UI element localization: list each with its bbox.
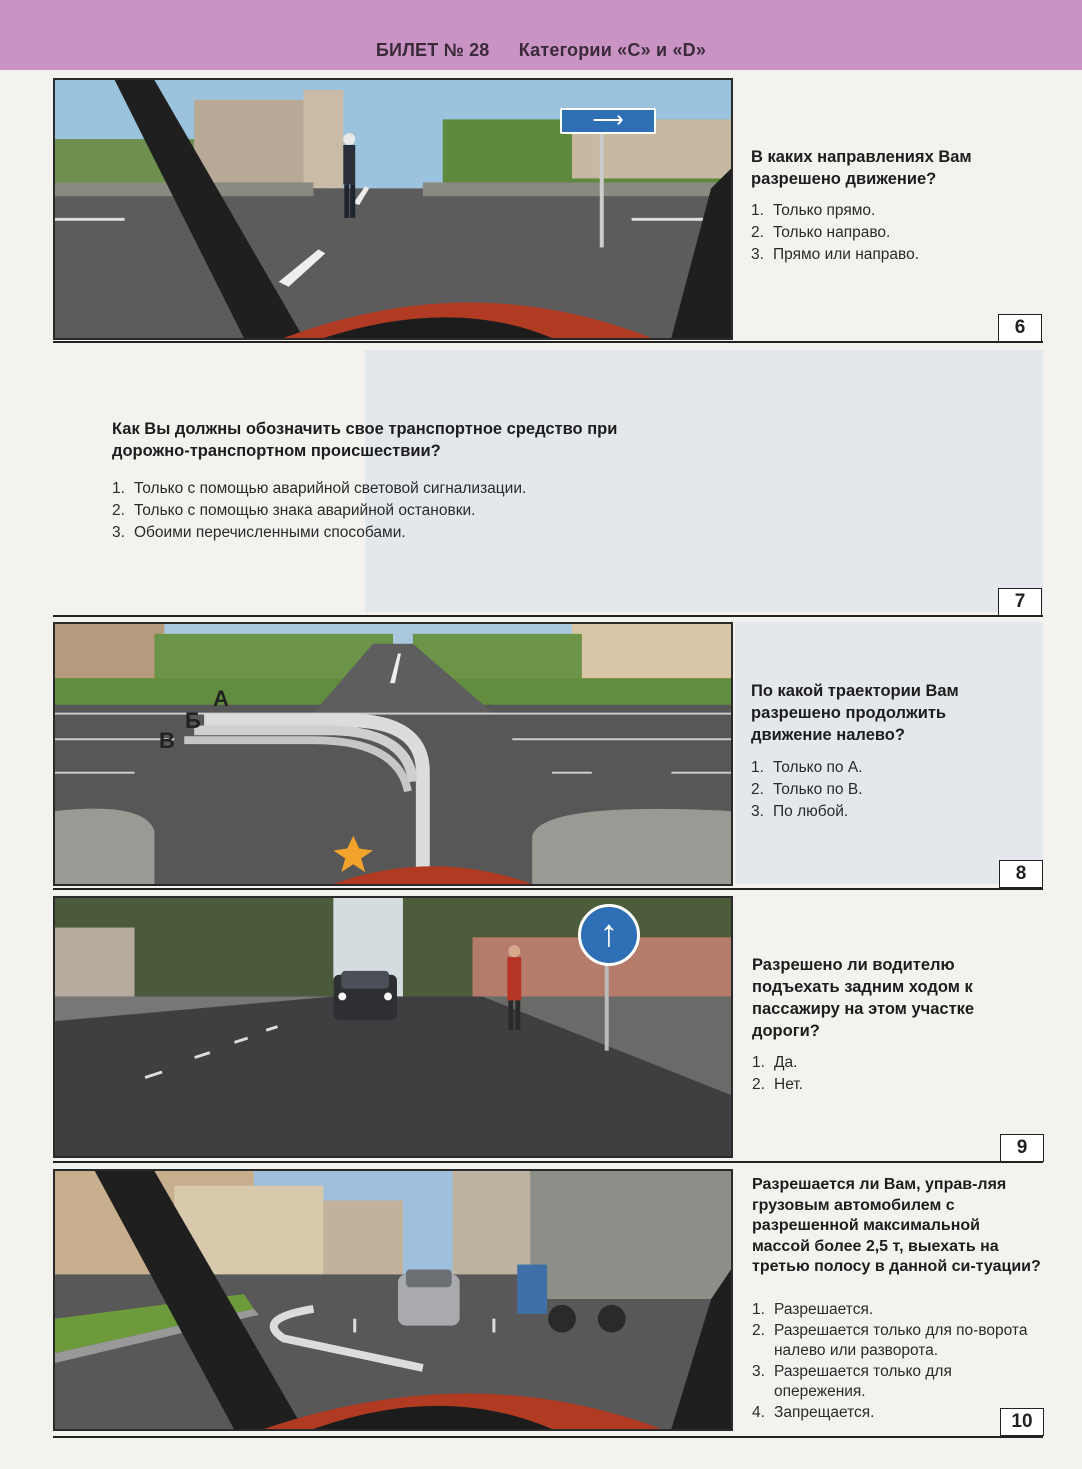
- divider: [53, 1161, 1043, 1163]
- answer-option[interactable]: 1. Только с помощью аварийной световой сигнализации.: [112, 480, 527, 497]
- answer-option[interactable]: 3. Обоими перечисленными способами.: [112, 524, 406, 541]
- question-6-number: 6: [998, 314, 1042, 342]
- answer-option[interactable]: 2. Нет.: [752, 1076, 803, 1093]
- question-7-text: Как Вы должны обозначить свое транспортное средство при дорожно-транспортном происшествии?: [112, 420, 618, 460]
- question-6-image: [53, 78, 733, 340]
- answer-option[interactable]: 3. По любой.: [751, 803, 849, 820]
- answer-option[interactable]: 4. Запрещается.: [752, 1403, 875, 1421]
- page-title: [0, 40, 1082, 61]
- trajectory-label-v: В: [159, 728, 175, 753]
- question-10-answers: [752, 1300, 1042, 1423]
- answer-option[interactable]: 2. Только с помощью знака аварийной остановки.: [112, 502, 476, 519]
- question-10-text: Разрешается ли Вам, управ-ляя грузовым автомобилем с разрешенной максимальной массой более 2,5 т, выехать на третью полосу в данной си-туации?: [752, 1176, 1041, 1275]
- divider: [53, 888, 1043, 890]
- divider: [53, 1436, 1043, 1438]
- answer-option[interactable]: 1. Только по А.: [751, 759, 863, 776]
- question-8-image: [53, 622, 733, 886]
- answer-option[interactable]: 1. Разрешается.: [752, 1301, 874, 1318]
- answer-option[interactable]: 3. Разрешается только для опережения.: [752, 1362, 952, 1400]
- answer-option[interactable]: 2. Только по В.: [751, 781, 863, 798]
- question-10-number: 10: [1000, 1408, 1044, 1436]
- up-arrow-icon: ↑: [599, 913, 619, 955]
- trajectory-label-a: А: [213, 686, 229, 711]
- answer-option[interactable]: 3. Прямо или направо.: [751, 246, 920, 263]
- question-8-answers: [751, 757, 1031, 823]
- ticket-number: БИЛЕТ № 28: [375, 40, 490, 60]
- divider: [53, 615, 1043, 617]
- question-6-answers: [751, 200, 1031, 266]
- question-9-image: [53, 896, 733, 1158]
- direction-sign: [560, 108, 656, 134]
- question-7-number: 7: [998, 588, 1042, 616]
- one-way-sign: [578, 904, 640, 966]
- question-9-answers: [752, 1052, 1022, 1096]
- divider: [53, 341, 1043, 343]
- right-arrow-icon: ⟶: [592, 107, 624, 132]
- answer-option[interactable]: 2. Только направо.: [751, 224, 891, 241]
- answer-option[interactable]: 1. Только прямо.: [751, 202, 876, 219]
- answer-option[interactable]: 2. Разрешается только для по-ворота налево или разворота.: [752, 1321, 1028, 1359]
- trajectory-label-b: Б: [185, 708, 201, 733]
- question-7-answers: [112, 478, 672, 544]
- question-6-text: В каких направлениях Вам разрешено движение?: [751, 148, 972, 188]
- question-9-number: 9: [1000, 1134, 1044, 1162]
- answer-option[interactable]: 1. Да.: [752, 1054, 798, 1071]
- categories-label: Категории «C» и «D»: [518, 40, 707, 60]
- question-9-text: Разрешено ли водителю подъехать задним ходом к пассажиру на этом участке дороги?: [752, 956, 975, 1040]
- question-8-background: [735, 622, 1043, 884]
- question-10-image: [53, 1169, 733, 1431]
- question-8-text: По какой траектории Вам разрешено продолжить движение налево?: [751, 682, 959, 744]
- question-8-number: 8: [999, 860, 1043, 888]
